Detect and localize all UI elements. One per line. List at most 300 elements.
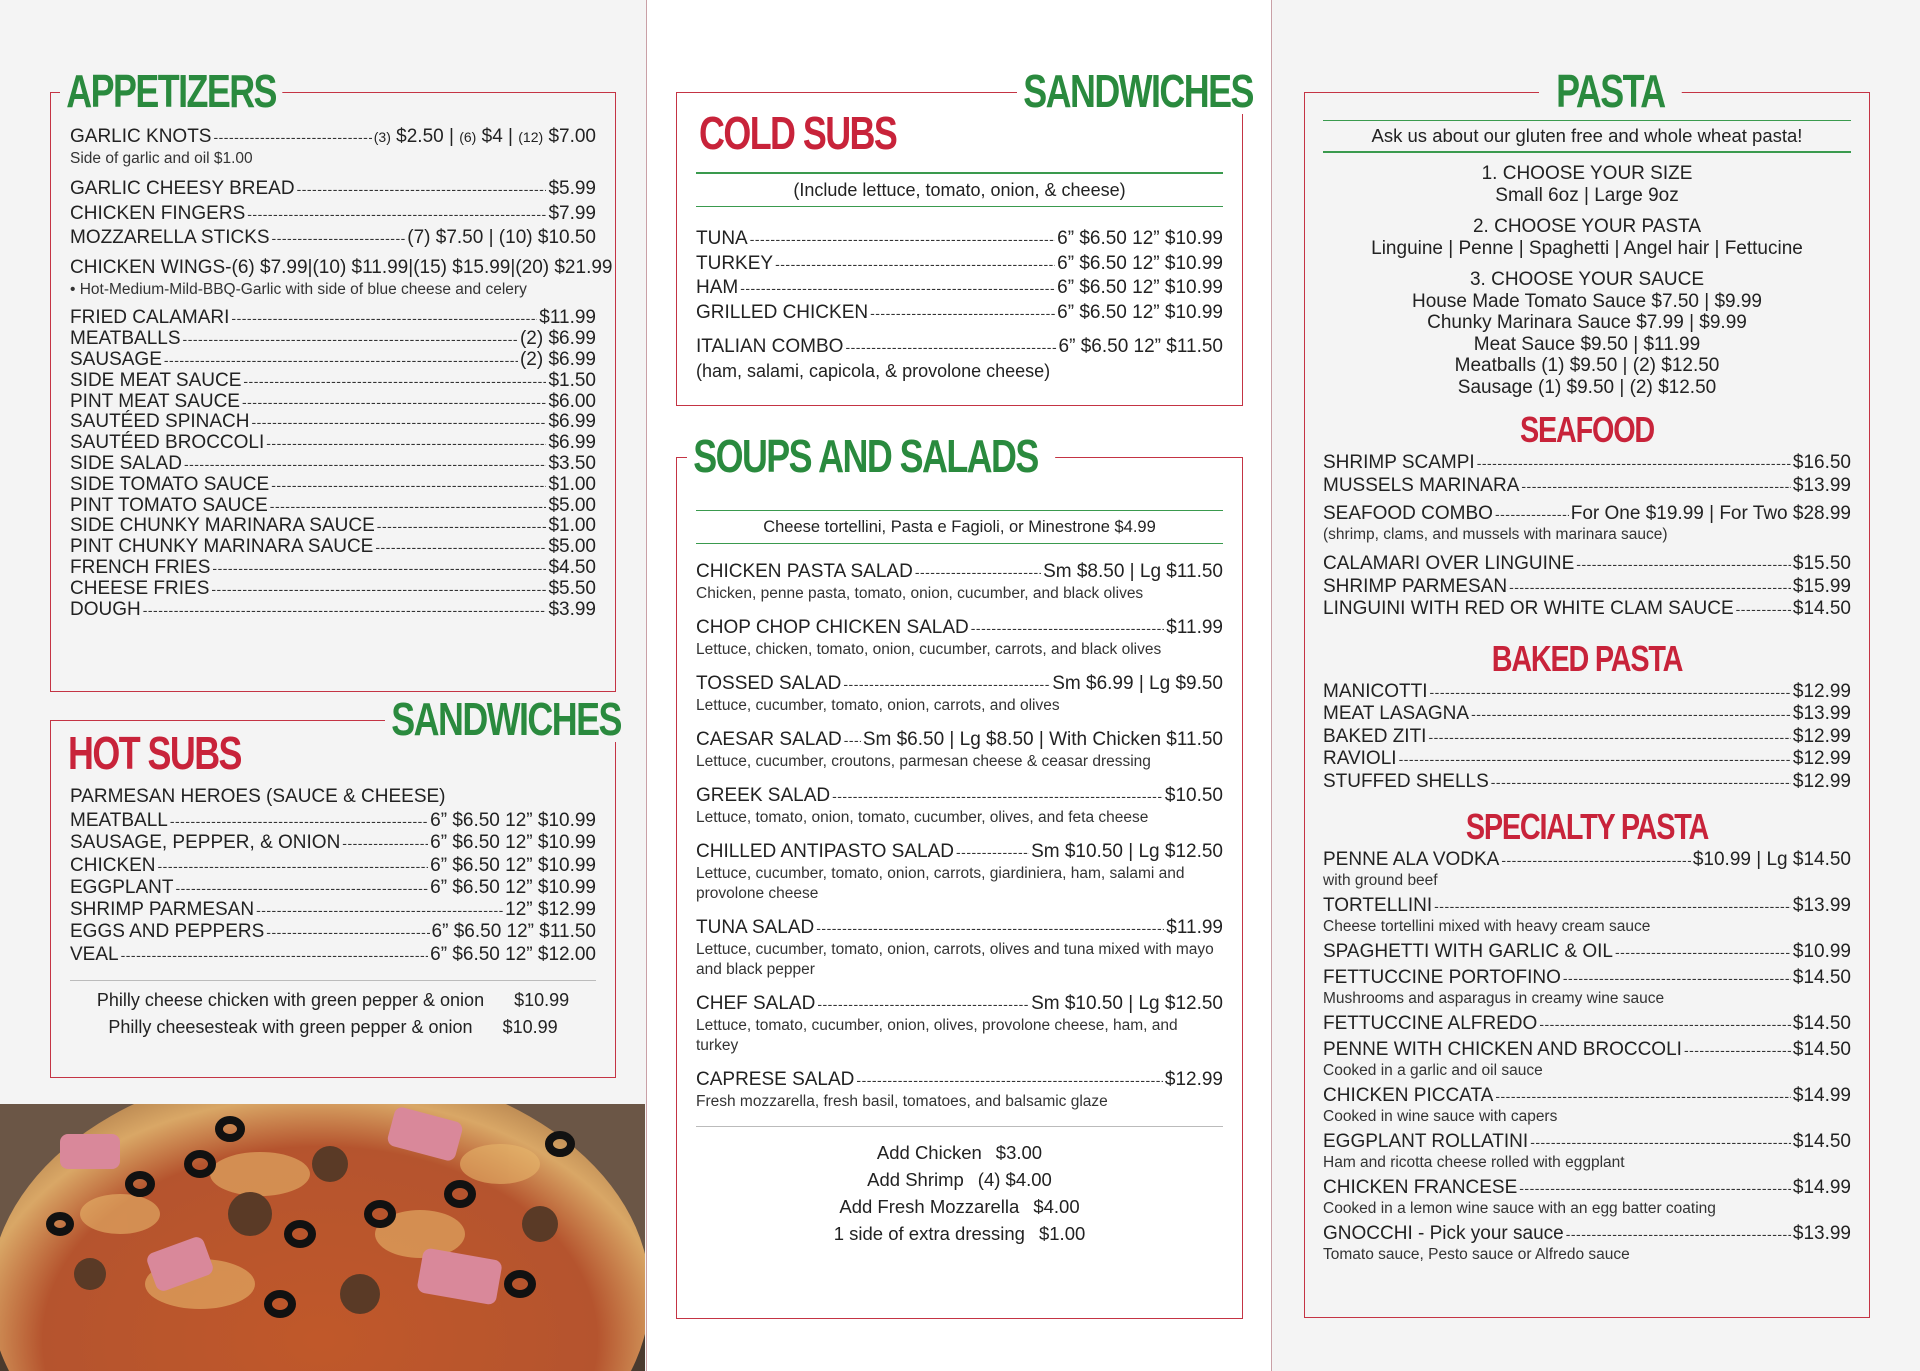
seafood-title: SEAFOOD <box>1519 409 1654 450</box>
item-name: CHICKEN FRANCESE <box>1323 1177 1518 1198</box>
item-price: (7) $7.50 | (10) $10.50 <box>407 226 596 248</box>
menu-item <box>70 226 596 250</box>
menu-item <box>70 832 596 854</box>
item-name: CHICKEN PASTA SALAD <box>696 561 913 582</box>
seafood-group-2 <box>1323 553 1851 621</box>
appetizers-group-1 <box>70 177 596 250</box>
item-price: 6” $6.50 12” $10.99 <box>430 810 596 831</box>
item-description: Lettuce, tomato, cucumber, onion, olives, provolone cheese, ham, and turkey <box>696 1017 1178 1054</box>
item-name: SAUTÉED SPINACH <box>70 411 250 433</box>
dot-leader <box>183 330 518 350</box>
extra-item: Philly cheesesteak with green pepper & onion $10.99 <box>108 1017 558 1038</box>
dot-leader <box>816 917 1164 940</box>
item-price: 6” $6.50 12” $10.99 <box>1057 252 1223 274</box>
item-note: Side of garlic and oil $1.00 <box>70 150 253 168</box>
item-price: (2) $6.99 <box>519 328 596 350</box>
dot-leader <box>1539 1013 1791 1035</box>
item-price: $12.99 <box>1792 680 1851 702</box>
menu-item <box>696 616 1223 640</box>
dot-leader <box>375 538 546 558</box>
item-price: 6” $6.50 12” $10.99 <box>430 854 596 876</box>
right-panel <box>1273 0 1920 1371</box>
dot-leader <box>750 227 1055 252</box>
item-description: Lettuce, cucumber, croutons, parmesan cheese & ceasar dressing <box>696 753 1151 770</box>
dot-leader <box>1477 453 1791 475</box>
item-name: SIDE MEAT SAUCE <box>70 369 242 391</box>
addon-item: Add Chicken $3.00 <box>876 1142 1043 1163</box>
menu-item <box>70 877 596 899</box>
sauce-list <box>1323 291 1851 399</box>
menu-item <box>1323 895 1851 917</box>
dot-leader <box>1736 599 1791 621</box>
menu-item <box>70 177 596 201</box>
seafood-group-1 <box>1323 452 1851 497</box>
hot-subs-subtitle: PARMESAN HEROES (SAUCE & CHEESE) <box>70 786 446 807</box>
pizza-image <box>0 1104 645 1371</box>
item-name: BAKED ZITI <box>1323 725 1427 747</box>
item-price: 6” $6.50 12” $10.99 <box>430 876 596 898</box>
item-name: CHEESE FRIES <box>70 577 210 599</box>
item-name: LINGUINI WITH RED OR WHITE CLAM SAUCE <box>1323 598 1734 619</box>
item-price: $15.50 <box>1792 553 1851 574</box>
dot-leader <box>915 561 1041 584</box>
sauce-option: Meatballs (1) $9.50 | (2) $12.50 <box>1454 355 1720 376</box>
item-description: Cooked in a garlic and oil sauce <box>1323 1062 1543 1079</box>
item-name: RAVIOLI <box>1323 748 1397 769</box>
item-price: $10.50 <box>1164 785 1223 806</box>
dot-leader <box>247 202 546 226</box>
item-price: $12.99 <box>1164 1069 1223 1090</box>
salad-items <box>696 560 1223 1112</box>
dot-leader <box>775 252 1055 277</box>
menu-item <box>70 899 596 921</box>
addon-item: Add Fresh Mozzarella $4.00 <box>839 1196 1080 1217</box>
item-name: MEATBALLS <box>70 328 181 350</box>
menu-item <box>70 496 596 517</box>
item-description: Lettuce, cucumber, tomato, onion, carrots, olives and tuna mixed with mayo and black pepper <box>696 941 1214 978</box>
item-price: $11.99 <box>1166 617 1223 638</box>
item-name: GNOCCHI - Pick your sauce <box>1323 1223 1564 1244</box>
menu-item <box>1323 771 1851 794</box>
item-price: Sm $8.50 | Lg $11.50 <box>1043 561 1223 582</box>
item-price: $12.99 <box>1792 770 1851 792</box>
item-name: DOUGH <box>70 598 141 620</box>
item-price: 6” $6.50 12” $11.50 <box>431 921 596 943</box>
item-name: CHICKEN FINGERS <box>70 202 246 224</box>
item-price: $5.50 <box>548 577 596 599</box>
menu-item <box>1323 1085 1851 1107</box>
dot-leader <box>143 601 547 621</box>
dot-leader <box>1430 682 1791 704</box>
menu-item <box>70 350 596 371</box>
menu-item <box>696 252 1223 277</box>
menu-item: GARLIC KNOTS ----- (3) $2.50 | (6) $4 | (12) $7.00 <box>70 125 596 149</box>
menu-item <box>1323 748 1851 771</box>
item-name: HAM <box>696 277 739 298</box>
cold-subs-list <box>696 172 1223 383</box>
dot-leader <box>1566 1223 1791 1245</box>
menu-item <box>1323 849 1851 871</box>
menu-item <box>70 308 596 329</box>
item-note: • Hot-Medium-Mild-BBQ-Garlic with side of blue cheese and celery <box>70 281 527 299</box>
item-price: $14.50 <box>1792 1131 1851 1152</box>
menu-item <box>1323 1223 1851 1245</box>
dot-leader <box>184 455 547 475</box>
hot-subs-items <box>70 810 596 966</box>
item-name: TOSSED SALAD <box>696 673 842 694</box>
item-name: SAUTÉED BROCCOLI <box>70 432 265 454</box>
item-price: Sm $10.50 | Lg $12.50 <box>1031 841 1223 862</box>
item-price: $13.99 <box>1792 474 1851 496</box>
item-price: Sm $6.99 | Lg $9.50 <box>1052 673 1223 694</box>
cold-subs-note: (Include lettuce, tomato, onion, & cheese) <box>793 180 1126 200</box>
menu-item <box>696 276 1223 301</box>
item-price: $10.99 <box>1792 941 1851 962</box>
item-price: $12.99 <box>1792 748 1851 769</box>
item-name: CAESAR SALAD <box>696 729 842 750</box>
item-price: $11.99 <box>539 307 596 329</box>
item-name: MEAT LASAGNA <box>1323 703 1470 724</box>
sandwiches-title: SANDWICHES <box>385 696 627 742</box>
dot-leader <box>817 993 1029 1016</box>
item-name: EGGS AND PEPPERS <box>70 921 265 943</box>
menu-item <box>1323 598 1851 621</box>
dot-leader <box>270 497 547 517</box>
menu-item: ITALIAN COMBO ----- 6” $6.50 12” $11.50 <box>696 335 1223 359</box>
dot-leader <box>342 833 428 854</box>
item-description: Cheese tortellini mixed with heavy cream sauce <box>1323 918 1651 935</box>
dot-leader <box>266 434 546 454</box>
menu-item <box>1323 941 1851 963</box>
item-price: $6.99 <box>548 432 596 454</box>
menu-item <box>70 516 596 537</box>
item-price: $5.99 <box>548 178 596 200</box>
item-price: Sm $10.50 | Lg $12.50 <box>1031 993 1223 1014</box>
dot-leader <box>231 309 537 329</box>
menu-item <box>1323 576 1851 599</box>
menu-item <box>696 560 1223 584</box>
item-name: MANICOTTI <box>1323 680 1428 702</box>
sauce-option: Sausage (1) $9.50 | (2) $12.50 <box>1457 376 1717 398</box>
item-name: PINT MEAT SAUCE <box>70 390 240 412</box>
item-name: CHOP CHOP CHICKEN SALAD <box>696 617 969 638</box>
menu-item <box>1323 967 1851 989</box>
menu-item <box>70 579 596 600</box>
menu-item <box>696 916 1223 940</box>
item-price: $7.99 <box>548 202 596 224</box>
dot-leader <box>211 580 546 600</box>
dot-leader <box>1521 476 1791 498</box>
item-price: $16.50 <box>1792 452 1851 473</box>
item-name: TURKEY <box>696 252 774 274</box>
item-description: Lettuce, cucumber, tomato, onion, carrots, and olives <box>696 697 1060 714</box>
dot-leader <box>1495 1085 1791 1107</box>
dot-leader <box>170 811 428 832</box>
item-name: SHRIMP SCAMPI <box>1323 452 1475 473</box>
menu-item <box>1323 703 1851 726</box>
item-price: 6” $6.50 12” $10.99 <box>1057 301 1223 323</box>
item-price: $14.50 <box>1792 598 1851 619</box>
item-price: $14.99 <box>1792 1177 1851 1198</box>
item-name: SHRIMP PARMESAN <box>1323 575 1508 597</box>
dot-leader <box>1615 941 1791 963</box>
menu-item <box>70 921 596 943</box>
item-name: FETTUCCINE PORTOFINO <box>1323 967 1561 988</box>
left-panel <box>0 0 645 1371</box>
addon-item: Add Shrimp (4) $4.00 <box>867 1169 1052 1190</box>
menu-item <box>1323 1177 1851 1199</box>
menu-item <box>696 992 1223 1016</box>
dot-leader <box>844 729 861 752</box>
item-name: CHILLED ANTIPASTO SALAD <box>696 841 954 862</box>
dot-leader <box>856 1069 1162 1092</box>
item-price: $14.99 <box>1792 1085 1851 1106</box>
item-name: PINT CHUNKY MARINARA SAUCE <box>70 536 374 558</box>
item-name: GREEK SALAD <box>696 785 831 806</box>
item-name: CALAMARI OVER LINGUINE <box>1323 553 1575 574</box>
menu-item <box>70 600 596 621</box>
item-name: SIDE SALAD <box>70 453 182 475</box>
specialty-items <box>1323 849 1851 1265</box>
menu-item <box>70 412 596 433</box>
menu-item <box>1323 553 1851 576</box>
pasta-content <box>1323 120 1851 1269</box>
item-description: Lettuce, tomato, onion, tomato, cucumber, olives, and feta cheese <box>696 809 1149 826</box>
soup-line: Cheese tortellini, Pasta e Fagioli, or Minestrone $4.99 <box>763 518 1156 536</box>
item-name: FRENCH FRIES <box>70 557 211 579</box>
dot-leader <box>740 276 1055 301</box>
item-price: Sm $6.50 | Lg $8.50 | With Chicken $11.50 <box>862 729 1223 750</box>
item-price: $1.00 <box>548 473 596 495</box>
item-name: PINT TOMATO SAUCE <box>70 494 268 516</box>
item-price: $14.50 <box>1792 1013 1851 1034</box>
menu-item <box>1323 452 1851 475</box>
extra-item: Philly cheese chicken with green pepper & onion $10.99 <box>96 990 570 1011</box>
item-price: $3.99 <box>548 598 596 620</box>
item-price: $6.00 <box>548 390 596 412</box>
menu-item <box>70 433 596 454</box>
menu-item <box>696 728 1223 752</box>
specialty-pasta-title: SPECIALTY PASTA <box>1465 806 1709 847</box>
dot-leader <box>158 856 429 877</box>
item-description: Ham and ricotta cheese rolled with eggplant <box>1323 1154 1625 1171</box>
item-note: (ham, salami, capicola, & provolone cheese) <box>696 361 1051 382</box>
item-price: (2) $6.99 <box>519 349 596 371</box>
dot-leader <box>1563 967 1791 989</box>
dot-leader <box>1491 772 1791 794</box>
dot-leader <box>251 413 546 433</box>
item-price: $6.99 <box>548 411 596 433</box>
item-name: MEATBALL <box>70 810 168 831</box>
dot-leader <box>271 476 546 496</box>
baked-items <box>1323 681 1851 794</box>
dot-leader <box>870 301 1055 326</box>
middle-panel <box>646 0 1272 1371</box>
item-name: SIDE CHUNKY MARINARA SAUCE <box>70 515 375 537</box>
item-name: TUNA <box>696 228 748 249</box>
item-price: $10.99 | Lg $14.50 <box>1692 849 1851 870</box>
dot-leader <box>297 177 547 201</box>
dot-leader <box>212 559 546 579</box>
addons <box>696 1139 1223 1247</box>
hot-subs-list <box>70 784 596 1041</box>
item-price: $1.00 <box>548 515 596 537</box>
menu-item <box>1323 475 1851 498</box>
dot-leader <box>1530 1131 1791 1153</box>
sauce-option: Meat Sauce $9.50 | $11.99 <box>1473 333 1701 355</box>
dot-leader <box>1428 727 1790 749</box>
sandwiches-title-2: SANDWICHES <box>1017 68 1259 114</box>
dot-leader <box>1399 749 1791 771</box>
item-name: FETTUCCINE ALFREDO <box>1323 1013 1538 1034</box>
divider <box>696 1126 1223 1127</box>
menu-item <box>1323 681 1851 704</box>
item-description: with ground beef <box>1323 872 1438 889</box>
item-description: Cooked in a lemon wine sauce with an egg batter coating <box>1323 1200 1716 1217</box>
item-price: 6” $6.50 12” $10.99 <box>1057 277 1223 298</box>
menu-item <box>696 1068 1223 1092</box>
dot-leader <box>266 922 429 943</box>
item-price: $4.50 <box>548 557 596 579</box>
dot-leader <box>832 785 1163 808</box>
pasta-steps: 1. CHOOSE YOUR SIZE Small 6oz | Large 9oz 2. CHOOSE YOUR PASTA Linguine | Penne | Spaghetti | Angel hair | Fettucine 3. CHOOSE YOUR SAUCE House Made Tomato Sauce $7.50 | $9.99 Chunky Marinara Sauce $7.99 | $9.99 Meat Sauce $9.50 | $11.99 Meatballs (1) $9.50 | (2) $12.50 Sausage (1) $9.50 | (2) $12.50 <box>1323 163 1851 398</box>
item-name: EGGPLANT ROLLATINI <box>1323 1131 1529 1152</box>
dot-leader <box>1501 849 1691 871</box>
item-price: $13.99 <box>1792 1223 1851 1244</box>
menu-item <box>70 558 596 579</box>
item-name: TORTELLINI <box>1323 895 1433 916</box>
hot-subs-title: HOT SUBS <box>68 727 241 779</box>
dot-leader <box>243 372 546 392</box>
item-name: CHICKEN PICCATA <box>1323 1085 1494 1106</box>
item-price: 6” $6.50 12” $12.00 <box>430 943 596 965</box>
dot-leader <box>956 841 1029 864</box>
item-name: SAUSAGE, PEPPER, & ONION <box>70 832 341 854</box>
menu-item <box>70 202 596 226</box>
item-description: Fresh mozzarella, fresh basil, tomatoes, and balsamic glaze <box>696 1093 1108 1110</box>
dot-leader <box>242 393 546 413</box>
menu-item <box>70 855 596 877</box>
menu-item <box>70 371 596 392</box>
item-price: $13.99 <box>1792 703 1851 724</box>
item-description: Lettuce, chicken, tomato, onion, cucumber, carrots, and black olives <box>696 641 1162 658</box>
menu-item <box>696 227 1223 252</box>
item-description: Tomato sauce, Pesto sauce or Alfredo sauce <box>1323 1246 1630 1263</box>
menu-item: SEAFOOD COMBO ----- For One $19.99 | For Two $28.99 <box>1323 503 1851 525</box>
item-name: SIDE TOMATO SAUCE <box>70 473 270 495</box>
item-name: SPAGHETTI WITH GARLIC & OIL <box>1323 941 1613 962</box>
item-price: 6” $6.50 12” $10.99 <box>430 832 596 854</box>
menu-item <box>70 810 596 832</box>
item-price: $5.00 <box>548 494 596 516</box>
item-price: $15.99 <box>1792 575 1851 597</box>
menu-item <box>70 537 596 558</box>
dot-leader <box>843 673 1050 696</box>
soups-title: SOUPS AND SALADS <box>687 433 1055 479</box>
dot-leader <box>121 945 429 966</box>
item-name: GRILLED CHICKEN <box>696 301 869 323</box>
menu-item <box>70 392 596 413</box>
item-description: Mushrooms and asparagus in creamy wine sauce <box>1323 990 1665 1007</box>
dot-leader <box>164 351 518 371</box>
dot-leader <box>1519 1177 1791 1199</box>
menu-item <box>696 840 1223 864</box>
baked-pasta-title: BAKED PASTA <box>1491 637 1683 679</box>
item-price: 6” $6.50 12” $10.99 <box>1057 228 1223 249</box>
menu-item <box>70 944 596 966</box>
item-name: SHRIMP PARMESAN <box>70 899 255 921</box>
pizza-photo <box>0 1104 645 1371</box>
hot-subs-extras <box>70 987 596 1041</box>
item-name: FRIED CALAMARI <box>70 307 230 329</box>
cold-subs-items <box>696 227 1223 325</box>
item-price: $14.50 <box>1792 1039 1851 1060</box>
item-price: $13.99 <box>1792 895 1851 916</box>
appetizers-group-2 <box>70 308 596 620</box>
cold-subs-title: COLD SUBS <box>699 107 897 159</box>
item-description: Chicken, penne pasta, tomato, onion, cucumber, and black olives <box>696 585 1144 602</box>
dot-leader <box>175 878 428 899</box>
divider <box>70 980 596 981</box>
item-name: TUNA SALAD <box>696 917 815 938</box>
sauce-option: House Made Tomato Sauce $7.50 | $9.99 <box>1412 290 1762 312</box>
menu-item <box>70 329 596 350</box>
item-name: CAPRESE SALAD <box>696 1069 855 1090</box>
menu-item <box>1323 726 1851 749</box>
menu-item <box>696 784 1223 808</box>
dot-leader <box>971 617 1165 640</box>
menu-item <box>1323 1013 1851 1035</box>
dot-leader <box>1509 577 1791 599</box>
item-price: $11.99 <box>1166 917 1223 938</box>
item-price: $5.00 <box>548 536 596 558</box>
item-price: $14.50 <box>1792 967 1851 988</box>
item-name: MOZZARELLA STICKS <box>70 226 270 248</box>
menu-item <box>1323 1131 1851 1153</box>
item-note: (shrimp, clams, and mussels with marinara sauce) <box>1323 526 1668 543</box>
pasta-title: PASTA <box>1539 68 1682 114</box>
appetizers-title: APPETIZERS <box>60 68 282 114</box>
item-name: GARLIC CHEESY BREAD <box>70 178 295 200</box>
item-name: VEAL <box>70 943 119 965</box>
menu-item: CHICKEN WINGS- (6) $7.99|(10) $11.99|(15) $15.99|(20) $21.99 <box>70 257 613 279</box>
menu-item <box>70 454 596 475</box>
dot-leader <box>1684 1039 1791 1061</box>
item-name: SAUSAGE <box>70 349 162 371</box>
item-price: $3.50 <box>548 453 596 475</box>
item-price: 12” $12.99 <box>505 899 596 921</box>
soups-list <box>696 510 1223 1247</box>
item-price: $1.50 <box>548 369 596 391</box>
dot-leader <box>256 900 503 921</box>
dot-leader <box>1576 554 1791 576</box>
item-name: EGGPLANT <box>70 876 174 898</box>
addon-item: 1 side of extra dressing $1.00 <box>833 1223 1086 1244</box>
item-price: $12.99 <box>1792 725 1851 747</box>
menu-item <box>1323 1039 1851 1061</box>
appetizers-list <box>70 125 613 620</box>
item-description: Cooked in wine sauce with capers <box>1323 1108 1558 1125</box>
item-description: Lettuce, cucumber, tomato, onion, carrots, giardiniera, ham, salami and provolone cheese <box>696 865 1185 902</box>
menu-item <box>696 301 1223 326</box>
item-name: CHICKEN <box>70 854 156 876</box>
pasta-tagline: Ask us about our gluten free and whole wheat pasta! <box>1371 125 1803 146</box>
item-name: PENNE WITH CHICKEN AND BROCCOLI <box>1323 1039 1682 1060</box>
item-name: STUFFED SHELLS <box>1323 770 1489 792</box>
sauce-option: Chunky Marinara Sauce $7.99 | $9.99 <box>1427 312 1747 333</box>
item-name: PENNE ALA VODKA <box>1323 849 1500 870</box>
menu-item <box>696 672 1223 696</box>
